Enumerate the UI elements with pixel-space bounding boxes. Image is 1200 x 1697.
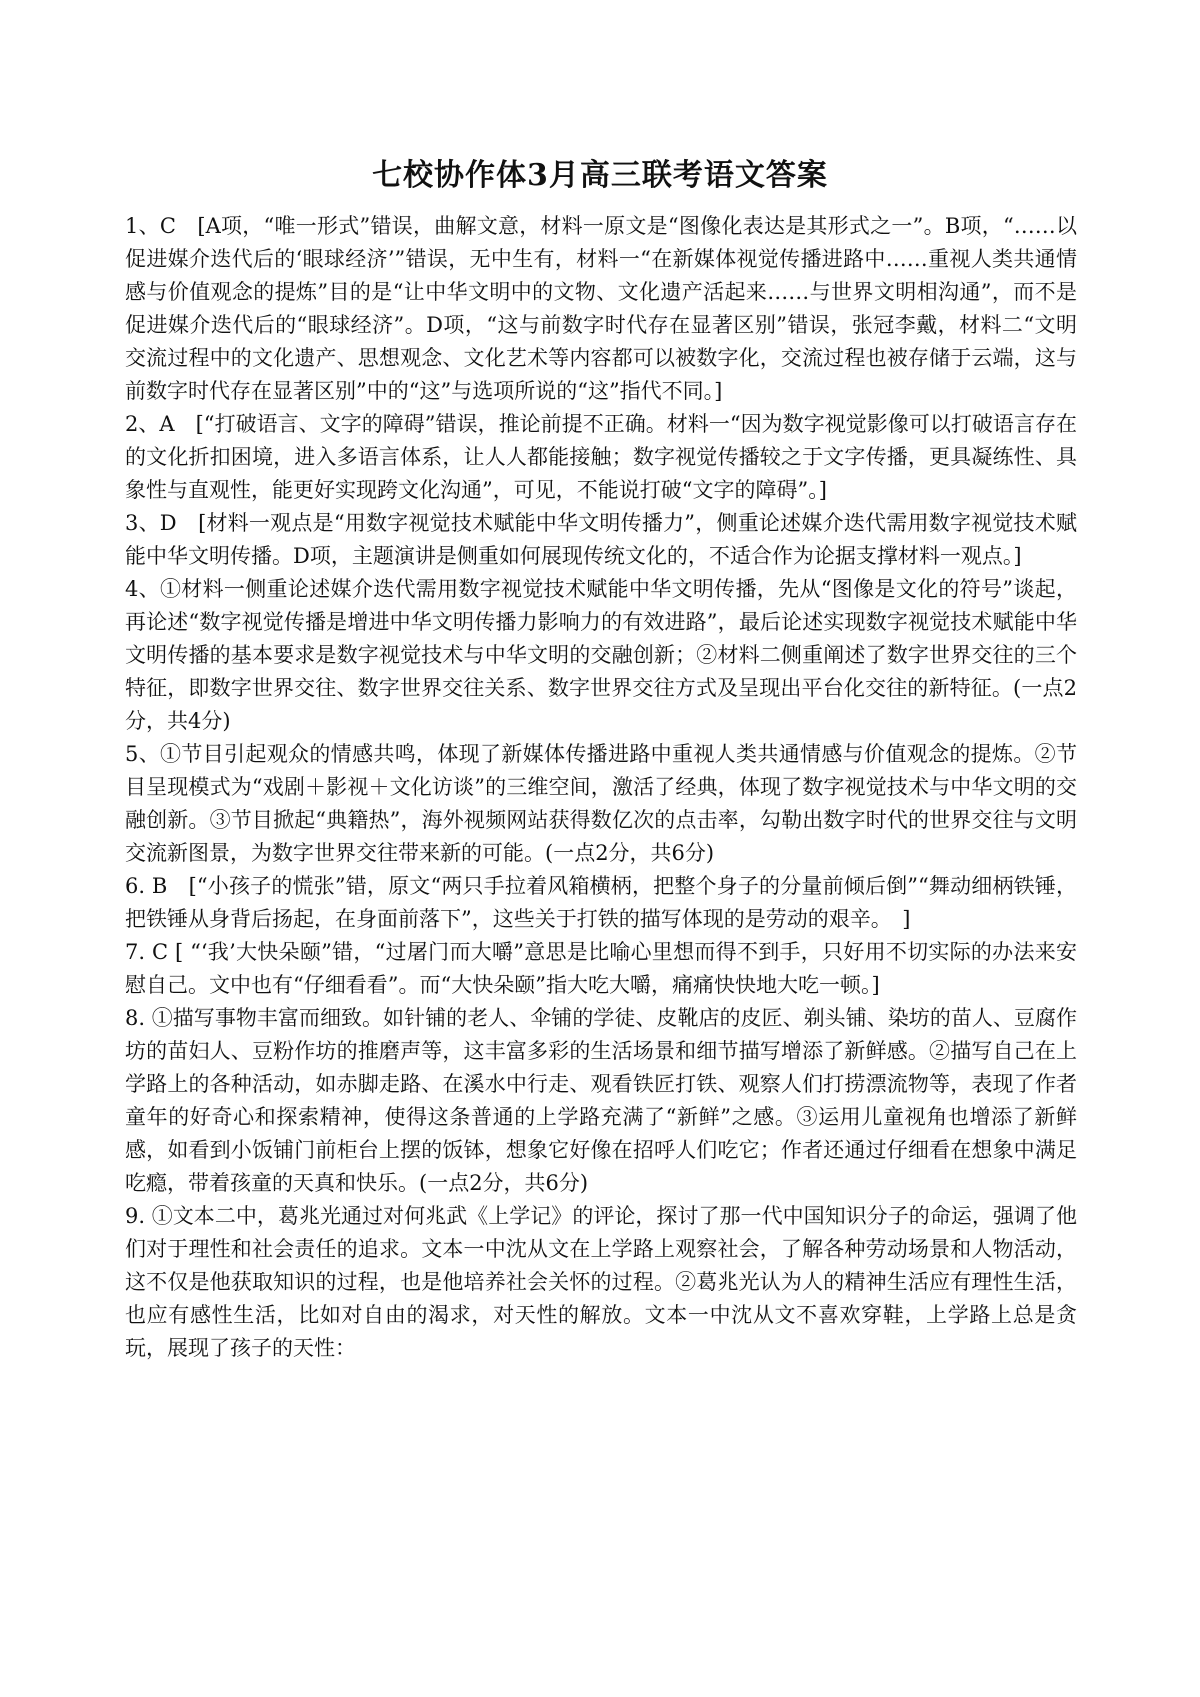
answer-list [125,210,1077,1365]
answer-1: 1、C [A项，“唯一形式”错误，曲解文意，材料一原文是“图像化表达是其形式之一”。B项，“……以促进媒介迭代后的‘眼球经济’”错误，无中生有，材料一“在新媒体视觉传播进路中……重视人类共通情感与价值观念的提炼”目的是“让中华文明中的文物、文化遗产活起来……与世界文明相沟通”，而不是促进媒介迭代后的“眼球经济”。D项，“这与前数字时代存在显著区别”错误，张冠李戴，材料二“文明交流过程中的文化遗产、思想观念、文化艺术等内容都可以被数字化，交流过程也被存储于云端，这与前数字时代存在显著区别”中的“这”与选项所说的“这”指代不同。] [125,214,1077,403]
answer-6: 6. B [“小孩子的慌张”错，原文“两只手拉着风箱横柄，把整个身子的分量前倾后倒”“舞动细柄铁锤，把铁锤从身背后扬起，在身面前落下”，这些关于打铁的描写体现的是劳动的艰辛。 ] [125,874,1077,931]
document-title: 七校协作体3月高三联考语文答案 [372,158,828,193]
answer-5: 5、①节目引起观众的情感共鸣，体现了新媒体传播进路中重视人类共通情感与价值观念的提炼。②节目呈现模式为“戏剧＋影视＋文化访谈”的三维空间，激活了经典，体现了数字视觉技术与中华文明的交融创新。③节目掀起“典籍热”，海外视频网站获得数亿次的点击率，勾勒出数字时代的世界交往与文明交流新图景，为数字世界交往带来新的可能。(一点2分，共6分) [125,742,1077,865]
answer-2: 2、A [“打破语言、文字的障碍”错误，推论前提不正确。材料一“因为数字视觉影像可以打破语言存在的文化折扣困境，进入多语言体系，让人人都能接触；数字视觉传播较之于文字传播，更具凝练性、具象性与直观性，能更好实现跨文化沟通”，可见，不能说打破“文字的障碍”。] [125,412,1077,502]
answer-9: 9. ①文本二中，葛兆光通过对何兆武《上学记》的评论，探讨了那一代中国知识分子的命运，强调了他们对于理性和社会责任的追求。文本一中沈从文在上学路上观察社会，了解各种劳动场景和人物活动，这不仅是他获取知识的过程，也是他培养社会关怀的过程。②葛兆光认为人的精神生活应有理性生活，也应有感性生活，比如对自由的渴求，对天性的解放。文本一中沈从文不喜欢穿鞋，上学路上总是贪玩，展现了孩子的天性： [125,1204,1077,1360]
answer-4: 4、①材料一侧重论述媒介迭代需用数字视觉技术赋能中华文明传播，先从“图像是文化的符号”谈起，再论述“数字视觉传播是增进中华文明传播力影响力的有效进路”，最后论述实现数字视觉技术赋能中华文明传播的基本要求是数字视觉技术与中华文明的交融创新；②材料二侧重阐述了数字世界交往的三个特征，即数字世界交往、数字世界交往关系、数字世界交往方式及呈现出平台化交往的新特征。(一点2分，共4分) [125,577,1077,733]
answer-7: 7. C [ “‘我’大快朵颐”错，“过屠门而大嚼”意思是比喻心里想而得不到手，只好用不切实际的办法来安慰自己。文中也有“仔细看看”。而“大快朵颐”指大吃大嚼，痛痛快快地大吃一顿。] [125,940,1077,997]
answer-8: 8. ①描写事物丰富而细致。如针铺的老人、伞铺的学徒、皮靴店的皮匠、剃头铺、染坊的苗人、豆腐作坊的苗妇人、豆粉作坊的推磨声等，这丰富多彩的生活场景和细节描写增添了新鲜感。②描写自己在上学路上的各种活动，如赤脚走路、在溪水中行走、观看铁匠打铁、观察人们打捞漂流物等，表现了作者童年的好奇心和探索精神，使得这条普通的上学路充满了“新鲜”之感。③运用儿童视角也增添了新鲜感，如看到小饭铺门前柜台上摆的饭钵，想象它好像在招呼人们吃它；作者还通过仔细看在想象中满足吃瘾，带着孩童的天真和快乐。(一点2分，共6分) [125,1006,1077,1195]
answer-3: 3、D [材料一观点是“用数字视觉技术赋能中华文明传播力”，侧重论述媒介迭代需用数字视觉技术赋能中华文明传播。D项，主题演讲是侧重如何展现传统文化的，不适合作为论据支撑材料一观点。] [125,511,1077,568]
